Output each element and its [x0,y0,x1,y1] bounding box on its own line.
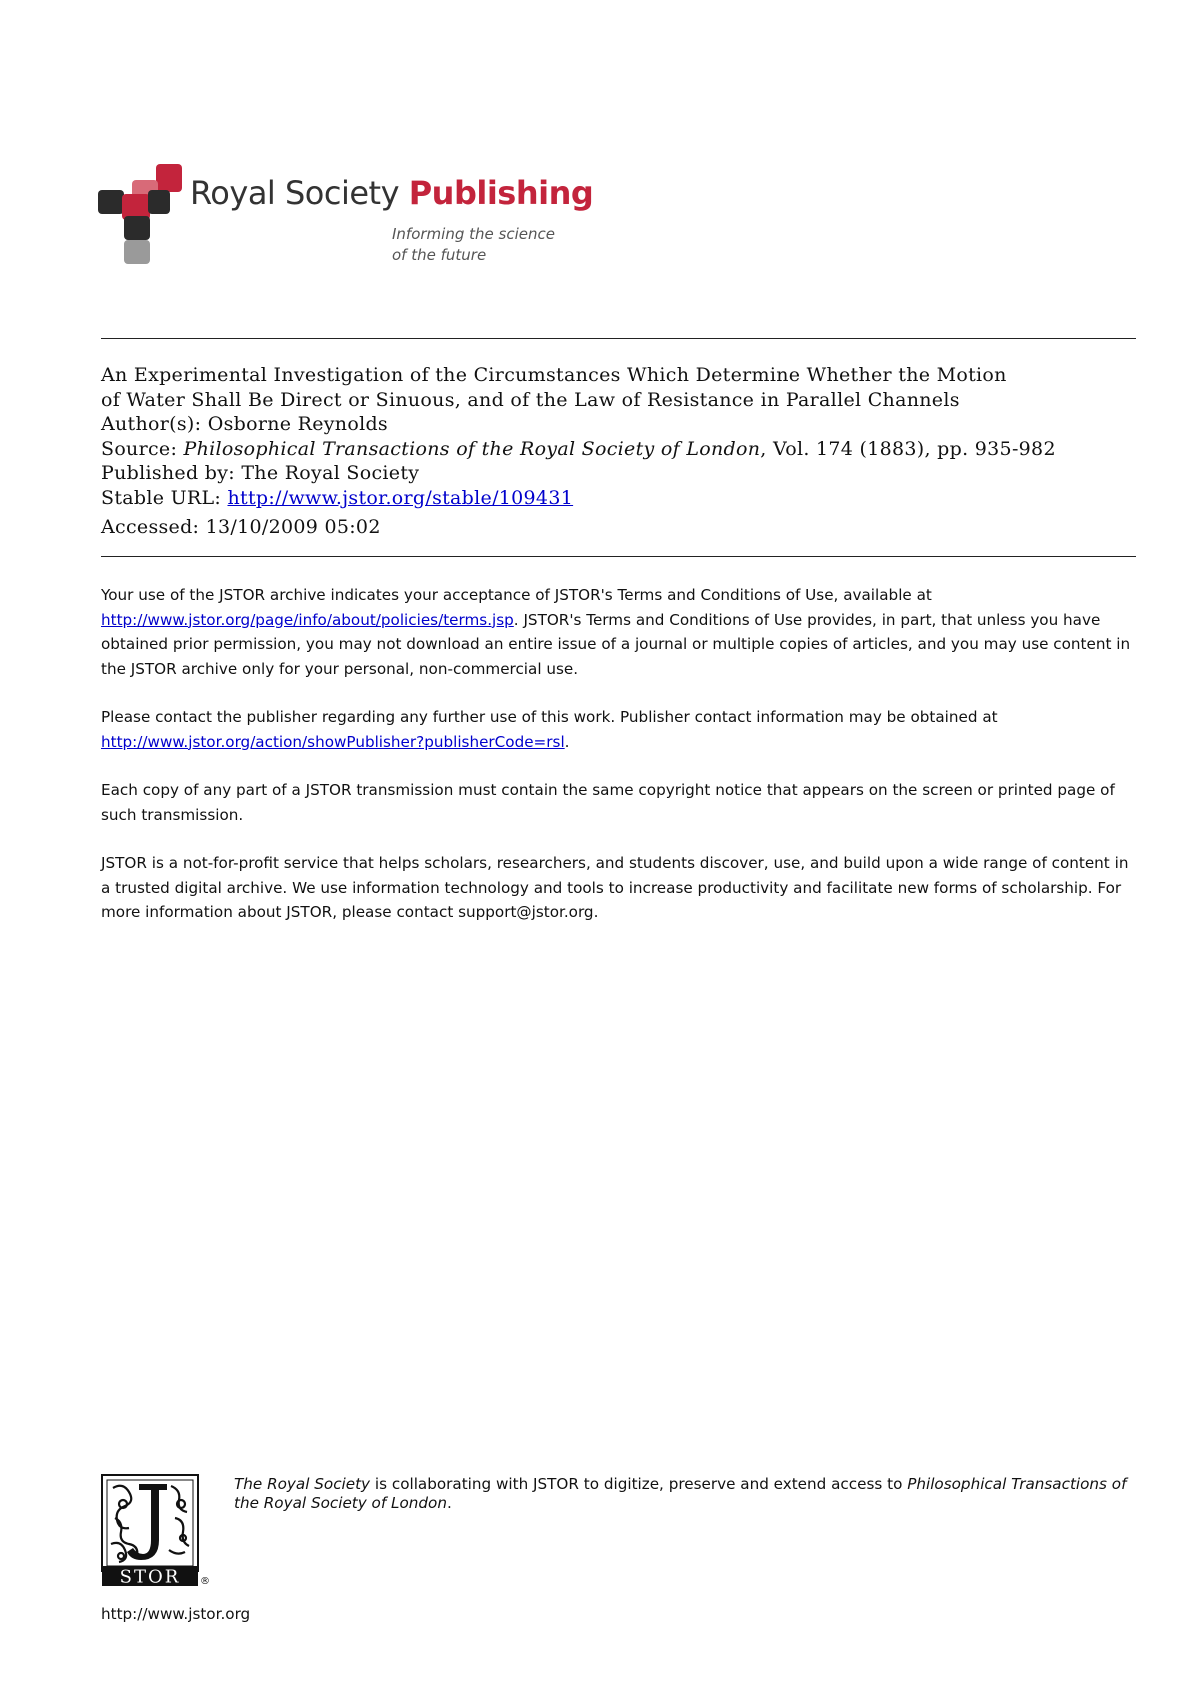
journal-name: Philosophical Transactions of the Royal Society of London [183,437,761,460]
stable-url-link[interactable]: http://www.jstor.org/stable/109431 [227,486,574,509]
jstor-seal-logo [101,1474,211,1586]
publisher-line: Published by: The Royal Society [101,462,420,485]
publisher-contact-paragraph: Please contact the publisher regarding any further use of this work. Publisher contact information may be obtained at http://www.jstor.org/action/showPublisher?publisherCode=rsl. [101,708,998,751]
publisher-name: The Royal Society [241,462,420,485]
article-title-line-1: An Experimental Investigation of the Circumstances Which Determine Whether the Motion [101,364,1007,386]
terms-paragraph: Your use of the JSTOR archive indicates your acceptance of JSTOR's Terms and Conditions of Use, available at http://www.jstor.org/page/info/about/policies/terms.jsp. JSTOR's Terms and Conditions of Use provides, in part, that unless you have obtained prior permission, you may not download an entire issue of a journal or multiple copies of articles, and you may use content in the JSTOR archive only for your personal, non-commercial use. [101,586,1131,678]
publisher-contact-link[interactable]: http://www.jstor.org/action/showPublisher?publisherCode=rsl [101,732,565,751]
jstor-about-paragraph: JSTOR is a not-for-profit service that helps scholars, researchers, and students discover, use, and build upon a wide range of content in a trusted digital archive. We use information technology and tools to increase productivity and facilitate new forms of scholarship. For more information about JSTOR, please contact support@jstor.org. [101,854,1129,921]
accessed-line: Accessed: 13/10/2009 05:02 [101,515,381,538]
author-line: Author(s): Osborne Reynolds [101,413,388,436]
citation-block [101,363,1141,539]
article-title-line-2: of Water Shall Be Direct or Sinuous, and of the Law of Resistance in Parallel Channels [101,388,960,411]
logo-tagline: Informing the science of the future [392,225,555,264]
bottom-divider [101,556,1136,557]
copyright-paragraph: Each copy of any part of a JSTOR transmission must contain the same copyright notice that appears on the screen or printed page of such transmission. [101,781,1115,824]
registered-mark: ® [200,1576,210,1586]
terms-of-use-text [101,583,1141,949]
top-divider [101,338,1136,339]
collab-journal: Philosophical Transactions of the Royal Society of London [234,1475,1127,1512]
logo-squares-icon [98,160,188,270]
author-name: Osborne Reynolds [207,413,388,436]
stable-url-line: Stable URL: http://www.jstor.org/stable/109431 [101,486,574,509]
terms-link[interactable]: http://www.jstor.org/page/info/about/policies/terms.jsp [101,610,514,629]
jstor-seal-icon [101,1474,211,1586]
jstor-url: http://www.jstor.org [101,1605,251,1623]
jstor-seal-label: STOR [119,1566,181,1586]
royal-society-publishing-logo [98,160,594,270]
accessed-date: 13/10/2009 05:02 [205,515,381,538]
collab-org: The Royal Society [234,1475,371,1493]
logo-wordmark: Royal Society Publishing [190,174,594,212]
source-line: Source: Philosophical Transactions of the Royal Society of London, Vol. 174 (1883), pp. 935-982 [101,437,1056,460]
collaboration-statement: The Royal Society is collaborating with JSTOR to digitize, preserve and extend access to Philosophical Transactions of the Royal Society of London. [234,1475,1127,1512]
